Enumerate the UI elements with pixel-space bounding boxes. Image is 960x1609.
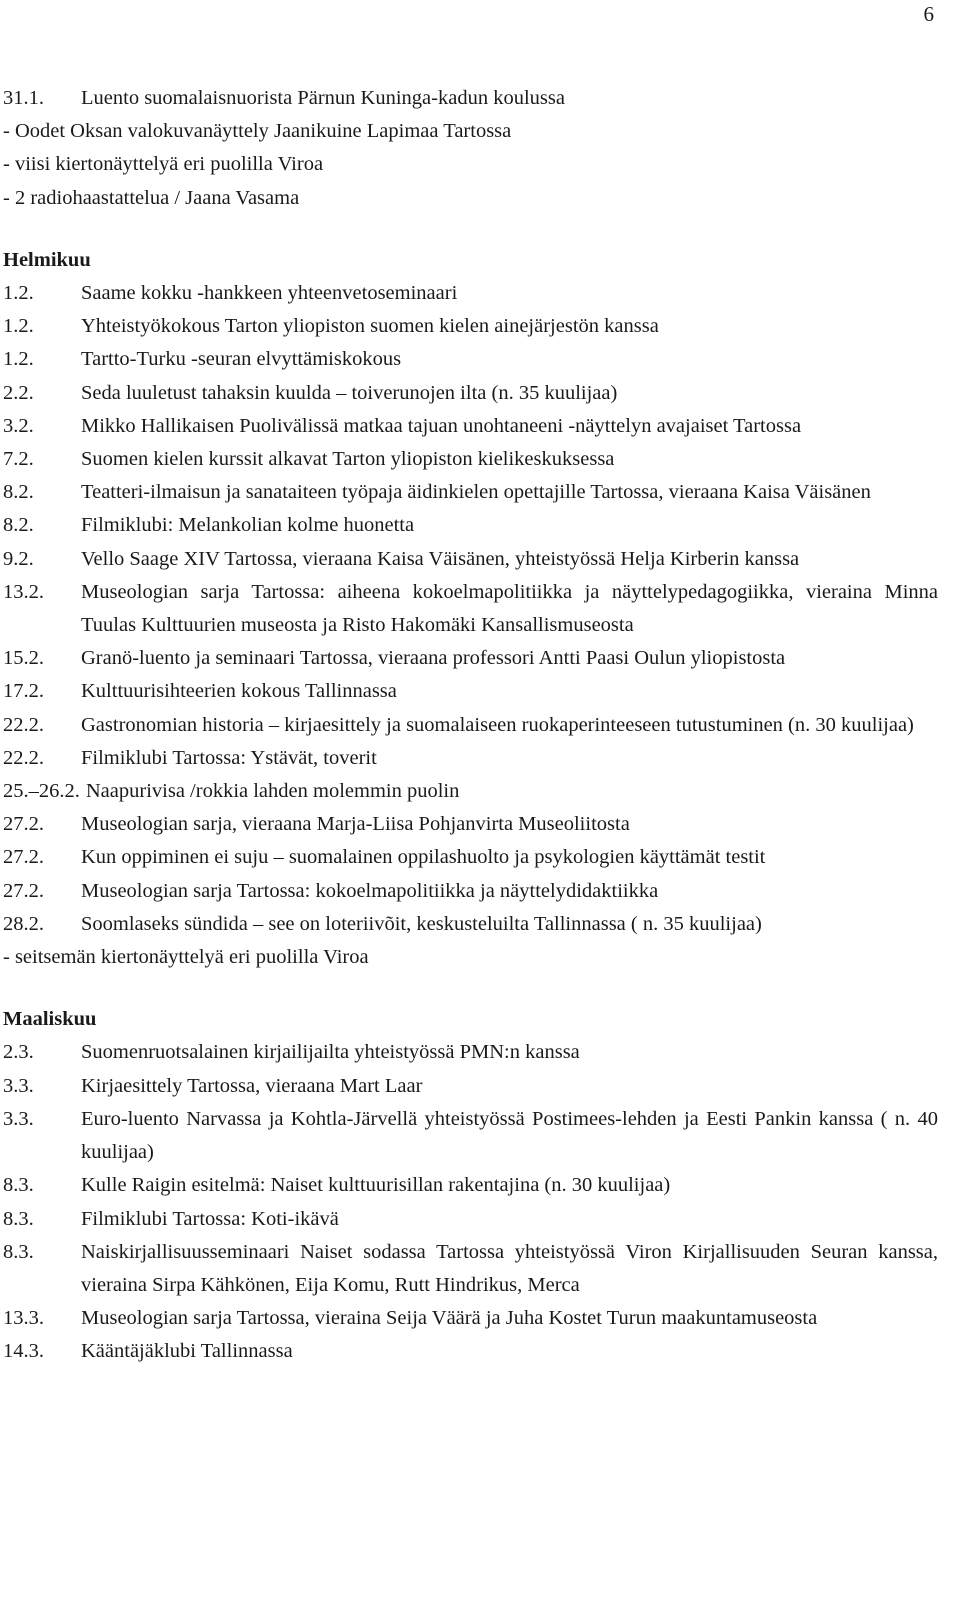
event-text: Filmiklubi: Melankolian kolme huonetta <box>81 514 415 537</box>
intro-note: - viisi kiertonäyttelyä eri puolilla Viroa <box>3 153 324 176</box>
event-row <box>3 642 938 675</box>
intro-note: - 2 radiohaastattelua / Jaana Vasama <box>3 186 300 209</box>
event-text: Naapurivisa /rokkia lahden molemmin puolin <box>85 780 460 803</box>
event-row <box>3 1070 938 1103</box>
event-text: Gastronomian historia – kirjaesittely ja suomalaiseen ruokaperinteeseen tutustuminen (n. 30 kuulijaa) <box>81 713 914 736</box>
event-text: Suomen kielen kurssit alkavat Tarton yliopiston kielikeskuksessa <box>81 448 615 471</box>
document-body <box>3 82 938 1369</box>
event-row <box>3 1302 938 1335</box>
event-row <box>3 277 938 310</box>
event-date: 8.2. <box>3 514 34 537</box>
event-text: Suomenruotsalainen kirjailijailta yhteistyössä PMN:n kanssa <box>81 1041 580 1064</box>
event-date: 2.3. <box>3 1041 34 1064</box>
event-date: 14.3. <box>3 1340 44 1363</box>
event-date: 25.–26.2. <box>3 780 80 803</box>
event-date: 27.2. <box>3 879 44 902</box>
event-row <box>3 742 938 775</box>
event-text: Luento suomalaisnuorista Pärnun Kuninga-kadun koulussa <box>81 87 565 109</box>
event-date: 7.2. <box>3 448 34 471</box>
event-date: 2.2. <box>3 381 34 404</box>
event-row <box>3 377 938 410</box>
event-row <box>3 343 938 376</box>
event-text: Kääntäjäklubi Tallinnassa <box>81 1340 293 1363</box>
event-date: 3.2. <box>3 414 34 437</box>
event-text: Museologian sarja Tartossa: kokoelmapolitiikka ja näyttelydidaktiikka <box>81 879 659 902</box>
event-row <box>3 775 938 808</box>
event-row <box>3 908 938 941</box>
event-row <box>3 509 938 542</box>
event-text: Kulttuurisihteerien kokous Tallinnassa <box>81 680 397 703</box>
event-date: 1.2. <box>3 315 34 338</box>
march-event-list <box>3 1036 938 1368</box>
event-text: Filmiklubi Tartossa: Ystävät, toverit <box>81 746 377 769</box>
event-row <box>3 410 938 443</box>
event-row <box>3 1103 938 1169</box>
event-text: Tartto-Turku -seuran elvyttämiskokous <box>81 348 402 371</box>
event-date: 8.3. <box>3 1174 34 1197</box>
event-text: Yhteistyökokous Tarton yliopiston suomen kielen ainejärjestön kanssa <box>81 315 659 338</box>
event-date: 1.2. <box>3 282 34 305</box>
event-text: Museologian sarja Tartossa, vieraina Seija Väärä ja Juha Kostet Turun maakuntamuseosta <box>81 1307 818 1330</box>
event-date: 22.2. <box>3 746 44 769</box>
event-text: Filmiklubi Tartossa: Koti-ikävä <box>81 1207 339 1230</box>
page-number: 6 <box>923 2 934 26</box>
event-date: 22.2. <box>3 713 44 736</box>
event-date: 8.3. <box>3 1240 34 1263</box>
event-text: Vello Saage XIV Tartossa, vieraana Kaisa Väisänen, yhteistyössä Helja Kirberin kanssa <box>81 547 800 570</box>
event-row <box>3 1236 938 1302</box>
event-row <box>3 808 938 841</box>
event-text: Mikko Hallikaisen Puolivälissä matkaa tajuan unohtaneeni -näyttelyn avajaiset Tartossa <box>81 414 802 437</box>
event-date: 31.1. <box>3 87 44 109</box>
event-text: Kulle Raigin esitelmä: Naiset kulttuurisillan rakentajina (n. 30 kuulijaa) <box>81 1174 671 1197</box>
event-text: Museologian sarja, vieraana Marja-Liisa Pohjanvirta Museoliitosta <box>81 813 630 836</box>
event-row <box>3 576 938 642</box>
event-row <box>3 310 938 343</box>
event-row <box>3 1169 938 1202</box>
event-date: 27.2. <box>3 813 44 836</box>
event-text: Teatteri-ilmaisun ja sanataiteen työpaja äidinkielen opettajille Tartossa, vieraana Kaisa Väisänen <box>81 481 871 504</box>
event-row <box>3 675 938 708</box>
event-date: 9.2. <box>3 547 34 570</box>
event-date: 8.2. <box>3 481 34 504</box>
event-row <box>3 841 938 874</box>
event-row <box>3 1036 938 1069</box>
event-date: 13.3. <box>3 1307 44 1330</box>
event-text: Kun oppiminen ei suju – suomalainen oppilashuolto ja psykologien käyttämät testit <box>81 846 766 869</box>
event-date: 3.3. <box>3 1074 34 1097</box>
event-text: Soomlaseks sündida – see on loteriivõit, keskusteluilta Tallinnassa ( n. 35 kuulijaa) <box>81 912 762 935</box>
event-date: 1.2. <box>3 348 34 371</box>
event-row <box>3 543 938 576</box>
event-row <box>3 1335 938 1368</box>
event-row <box>3 443 938 476</box>
section-heading-march: Maaliskuu <box>3 1008 97 1031</box>
event-text: Saame kokku -hankkeen yhteenvetoseminaari <box>81 282 458 305</box>
section-heading-february: Helmikuu <box>3 248 91 271</box>
intro-event <box>3 82 938 115</box>
event-row <box>3 476 938 509</box>
event-row <box>3 1203 938 1236</box>
event-date: 13.2. <box>3 580 44 603</box>
event-text: Seda luuletust tahaksin kuulda – toiverunojen ilta (n. 35 kuulijaa) <box>81 381 618 404</box>
event-text: Naiskirjallisuusseminaari Naiset sodassa Tartossa yhteistyössä Viron Kirjallisuuden Seuran kanssa, vieraina Sirpa Kähkönen, Eija Komu, Rutt Hindrikus, Merca <box>81 1240 938 1296</box>
event-row <box>3 709 938 742</box>
february-note: - seitsemän kiertonäyttelyä eri puolilla Viroa <box>3 946 369 969</box>
event-row <box>3 875 938 908</box>
february-event-list <box>3 277 938 941</box>
event-date: 27.2. <box>3 846 44 869</box>
event-text: Kirjaesittely Tartossa, vieraana Mart Laar <box>81 1074 423 1097</box>
event-date: 28.2. <box>3 912 44 935</box>
event-date: 3.3. <box>3 1107 34 1130</box>
event-text: Museologian sarja Tartossa: aiheena kokoelmapolitiikka ja näyttelypedagogiikka, vieraina Minna Tuulas Kulttuurien museosta ja Risto Hakomäki Kansallismuseosta <box>81 580 938 637</box>
event-date: 8.3. <box>3 1207 34 1230</box>
event-date: 17.2. <box>3 680 44 703</box>
event-text: Granö-luento ja seminaari Tartossa, vieraana professori Antti Paasi Oulun yliopistosta <box>81 647 786 670</box>
event-date: 15.2. <box>3 647 44 670</box>
intro-note: - Oodet Oksan valokuvanäyttely Jaanikuine Lapimaa Tartossa <box>3 120 512 143</box>
event-text: Euro-luento Narvassa ja Kohtla-Järvellä yhteistyössä Postimees-lehden ja Eesti Pankin kanssa ( n. 40 kuulijaa) <box>81 1107 938 1164</box>
